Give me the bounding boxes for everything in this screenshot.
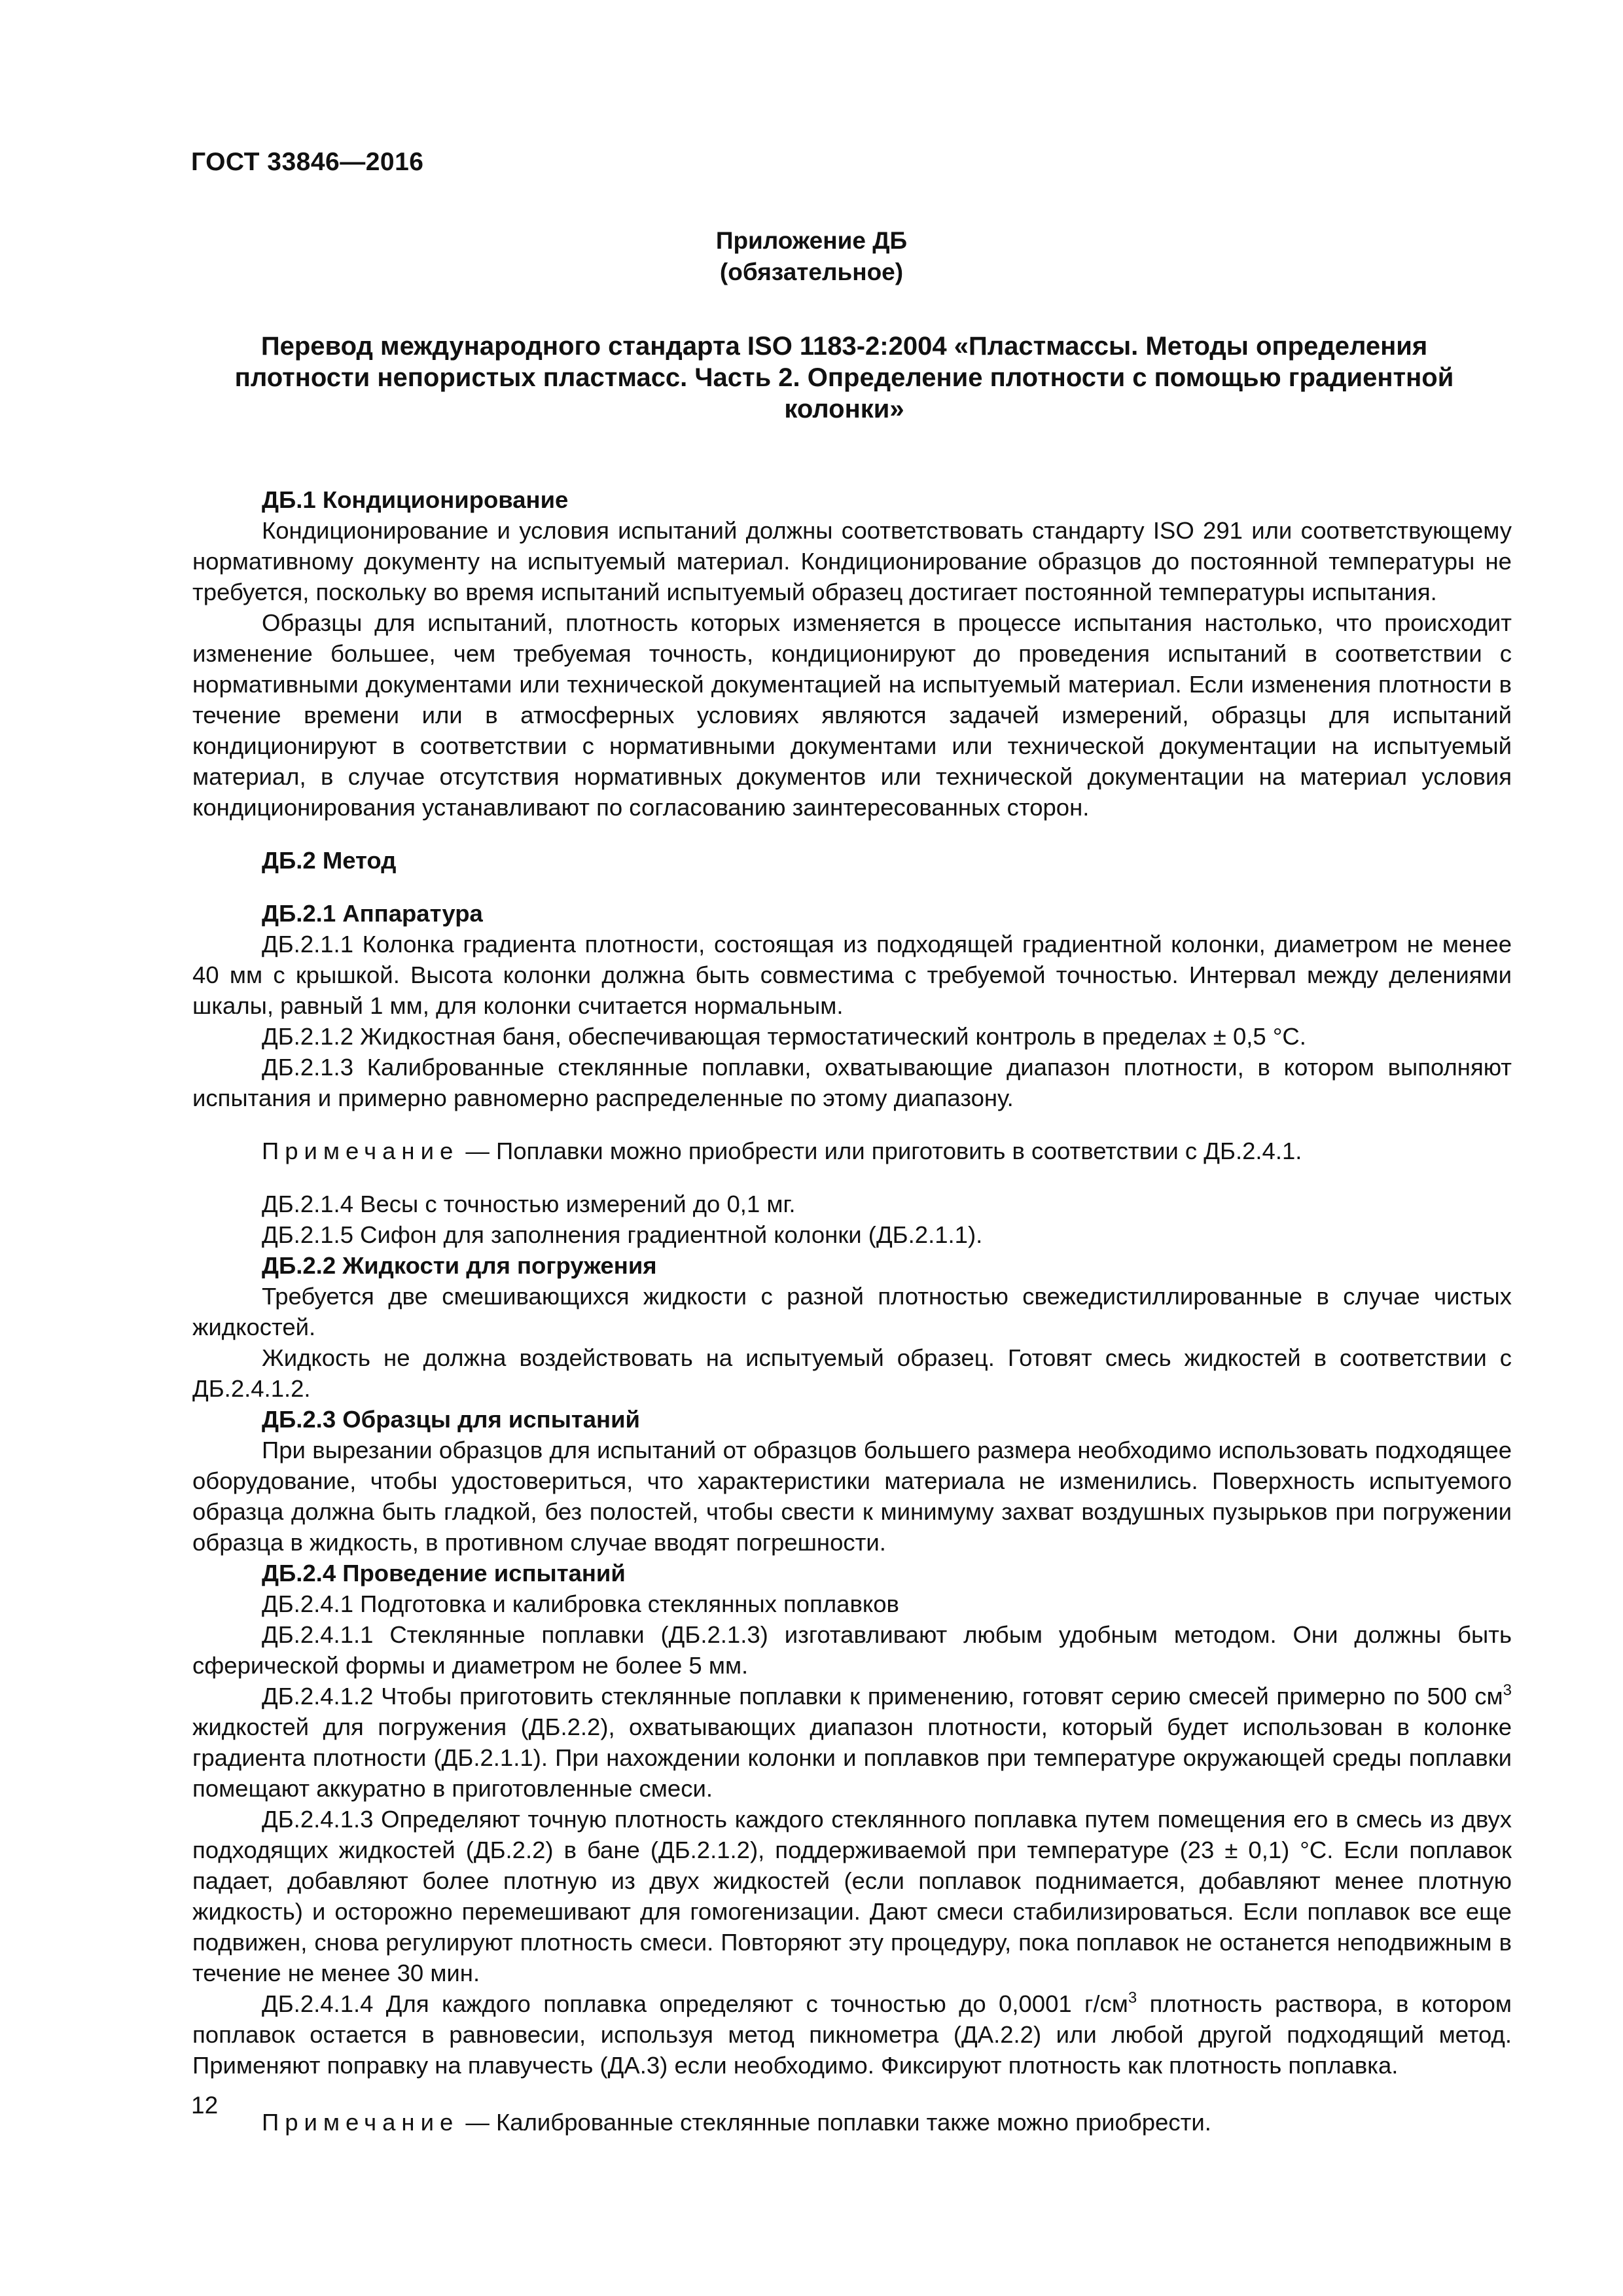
section-heading-db22: ДБ.2.2 Жидкости для погружения — [262, 1252, 657, 1279]
paragraph: ДБ.2.4.1.1 Стеклянные поплавки (ДБ.2.1.3) изготавливают любым удобным методом. Они должны быть сферической формы и диаметром не более 5 мм. — [192, 1621, 1512, 1679]
note — [192, 1136, 1512, 1166]
document-body — [192, 484, 1512, 2138]
appendix-status: (обязательное) — [719, 259, 904, 285]
paragraph: Требуется две смешивающихся жидкости с разной плотностью свежедистиллированные в случае чистых жидкостей. — [192, 1283, 1512, 1340]
paragraph: ДБ.2.4.1 Подготовка и калибровка стеклянных поплавков — [262, 1590, 899, 1617]
paragraph-text: ДБ.2.4.1.4 Для каждого поплавка определяют с точностью до 0,0001 г/см — [262, 1990, 1128, 2017]
section-heading-db2: ДБ.2 Метод — [262, 847, 397, 874]
paragraph: Жидкость не должна воздействовать на испытуемый образец. Готовят смесь жидкостей в соответствии с ДБ.2.4.1.2. — [192, 1344, 1512, 1402]
section-heading-db21: ДБ.2.1 Аппаратура — [262, 900, 483, 927]
paragraph: Образцы для испытаний, плотность которых изменяется в процессе испытания настолько, что происходит изменение большее, чем требуемая точность, кондиционируют до проведения испытаний в соответствии с нормативными документами или технической документацией на испытуемый материал. Если изменения плотности в течение времени или в атмосферных условиях являются задачей измерений, образцы для испытаний кондиционируют в соответствии с нормативными документами или технической документации на испытуемый материал, в случае отсутствия нормативных документов или технической документации на материал условия кондиционирования устанавливают по согласованию заинтересованных сторон. — [192, 609, 1512, 821]
paragraph: ДБ.2.4.1.3 Определяют точную плотность каждого стеклянного поплавка путем помещения его в смесь из двух подходящих жидкостей (ДБ.2.2) в бане (ДБ.2.1.2), поддерживаемой при температуре (23 ± 0,1) °C. Если поплавок падает, добавляют более плотную из двух жидкостей (если поплавок поднимается, добавляют менее плотную жидкость) и осторожно перемешивают для гомогенизации. Дают смеси стабилизироваться. Если поплавок все еще подвижен, снова регулируют плотность смеси. Повторяют эту процедуру, пока поплавок не останется неподвижным в течение не менее 30 мин. — [192, 1806, 1512, 1986]
appendix-heading — [0, 225, 1623, 288]
paragraph — [192, 1988, 1512, 2081]
document-code: ГОСТ 33846—2016 — [191, 148, 424, 176]
document-title: Перевод международного стандарта ISO 1183-2:2004 «Пластмассы. Методы определения плотности непористых пластмасс. Часть 2. Определение плотности с помощью градиентной колонки» — [234, 332, 1454, 423]
note-text: — Калиброванные стеклянные поплавки также можно приобрести. — [459, 2109, 1211, 2136]
paragraph — [192, 1681, 1512, 1804]
note-text: — Поплавки можно приобрести или приготовить в соответствии с ДБ.2.4.1. — [459, 1138, 1302, 1164]
note-label: Примечание — [262, 2109, 459, 2136]
section-heading-db24: ДБ.2.4 Проведение испытаний — [262, 1560, 626, 1587]
superscript: 3 — [1128, 1989, 1137, 2007]
paragraph: ДБ.2.1.1 Колонка градиента плотности, состоящая из подходящей градиентной колонки, диаметром не менее 40 мм с крышкой. Высота колонки должна быть совместима с требуемой точностью. Интервал между делениями шкалы, равный 1 мм, для колонки считается нормальным. — [192, 931, 1512, 1019]
paragraph-text: жидкостей для погружения (ДБ.2.2), охватывающих диапазон плотности, который будет использован в колонке градиента плотности (ДБ.2.1.1). При нахождении колонки и поплавков при температуре окружающей среды поплавки помещают аккуратно в приготовленные смеси. — [192, 1713, 1512, 1802]
superscript: 3 — [1503, 1681, 1512, 1699]
paragraph-text: ДБ.2.4.1.2 Чтобы приготовить стеклянные поплавки к применению, готовят серию смесей примерно по 500 см — [262, 1683, 1503, 1710]
paragraph: Кондиционирование и условия испытаний должны соответствовать стандарту ISO 291 или соответствующему нормативному документу на испытуемый материал. Кондиционирование образцов до постоянной температуры не требуется, поскольку во время испытаний испытуемый образец достигает постоянной температуры испытания. — [192, 517, 1512, 605]
note-label: Примечание — [262, 1138, 459, 1164]
appendix-label: Приложение ДБ — [715, 227, 908, 254]
paragraph: ДБ.2.1.3 Калиброванные стеклянные поплавки, охватывающие диапазон плотности, в котором выполняют испытания и примерно равномерно распределенные по этому диапазону. — [192, 1054, 1512, 1111]
section-heading-db23: ДБ.2.3 Образцы для испытаний — [262, 1406, 640, 1433]
paragraph: ДБ.2.1.5 Сифон для заполнения градиентной колонки (ДБ.2.1.1). — [262, 1221, 983, 1248]
page-number: 12 — [191, 2092, 219, 2119]
note — [192, 2107, 1512, 2138]
paragraph: ДБ.2.1.4 Весы с точностью измерений до 0,1 мг. — [262, 1191, 796, 1217]
section-heading-db1: ДБ.1 Кондиционирование — [262, 486, 569, 513]
paragraph: ДБ.2.1.2 Жидкостная баня, обеспечивающая термостатический контроль в пределах ± 0,5 °C. — [262, 1023, 1306, 1050]
paragraph: При вырезании образцов для испытаний от образцов большего размера необходимо использовать подходящее оборудование, чтобы удостовериться, что характеристики материала не изменились. Поверхность испытуемого образца должна быть гладкой, без полостей, чтобы свести к минимуму захват воздушных пузырьков при погружении образца в жидкость, в противном случае вводят погрешности. — [192, 1437, 1512, 1556]
paragraph-text: плотность раствора, в котором поплавок остается в равновесии, используя метод пикнометра (ДА.2.2) или любой другой подходящий метод. Применяют поправку на плавучесть (ДА.3) если необходимо. Фиксируют плотность как плотность поплавка. — [192, 1990, 1512, 2079]
